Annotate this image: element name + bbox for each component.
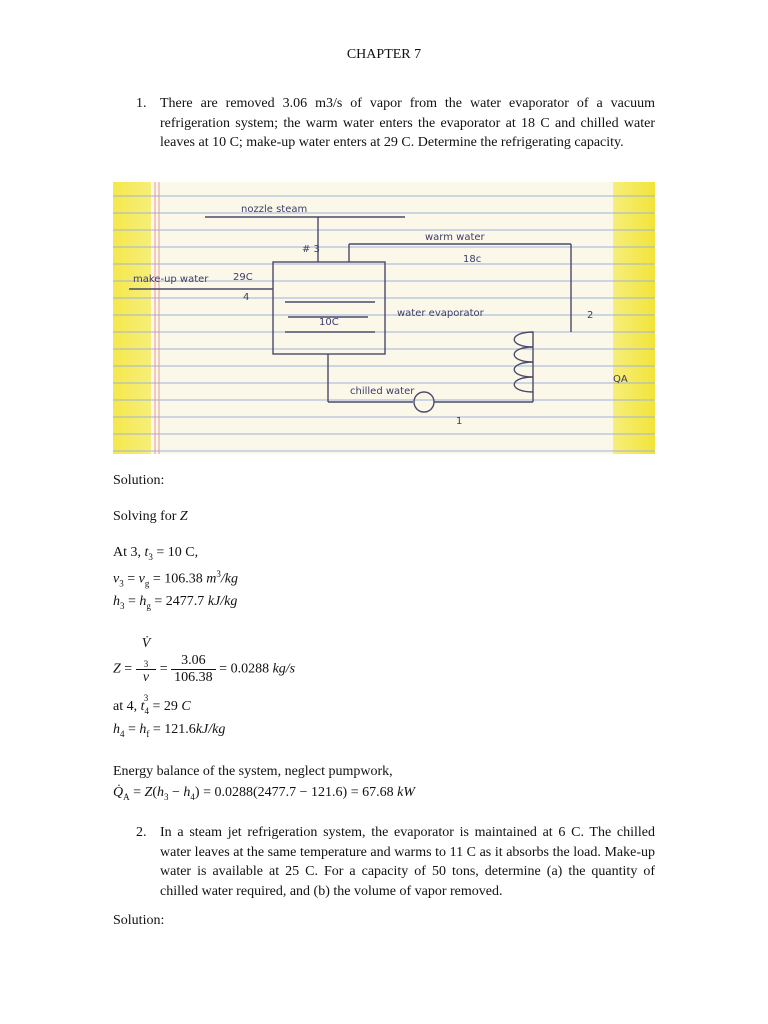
equation-qa: $Q̇_A = Z(h_3 - h_4) = 0.0288(2477.7 - 121.6) = 67.68$ kW xyxy=(113,785,415,802)
svg-text:18c: 18c xyxy=(463,254,482,265)
svg-text:nozzle steam: nozzle steam xyxy=(241,204,308,215)
evaporator-sketch xyxy=(113,182,655,454)
svg-text:water evaporator: water evaporator xyxy=(397,308,484,319)
problem-number: 1. xyxy=(136,96,147,111)
svg-text:# 3: # 3 xyxy=(302,244,320,255)
svg-text:2: 2 xyxy=(587,310,594,321)
chapter-title: CHAPTER 7 xyxy=(346,47,422,62)
equation-t4: at 4, $t_4 = 29$ C xyxy=(113,699,191,716)
equation-h3: $h_3 = h_g = 2477.7$ kJ/kg xyxy=(113,594,238,611)
svg-text:make-up water: make-up water xyxy=(133,274,209,285)
svg-text:chilled water: chilled water xyxy=(350,386,415,397)
equation-v3: $v_3 = v_g = 106.38$ $m^3/kg$ xyxy=(113,569,238,589)
energy-balance-text: Energy balance of the system, neglect pumpwork, xyxy=(113,764,393,779)
solution-label: Solution: xyxy=(113,473,165,488)
svg-text:29C: 29C xyxy=(233,272,253,283)
problem-number: 2. xyxy=(136,825,147,840)
problem-2 xyxy=(113,823,655,901)
svg-text:4: 4 xyxy=(243,292,250,303)
equation-t3: At 3, $t_3 = 10$ C, xyxy=(113,545,199,562)
problem-text: In a steam jet refrigeration system, the evaporator is maintained at 6 C. The chilled water leaves at the same temperature and warms to 11 C as it absorbs the load. Make-up water is available at 25 C. For a capacity of 50 tons, determine (a) the quantity of chilled water required, and (b) the volume of vapor removed. xyxy=(160,825,655,899)
problem-text: There are removed 3.06 m3/s of vapor from the water evaporator of a vacuum refrigeration system; the warm water enters the evaporator at 18 C and chilled water leaves at 10 C; make-up water enters at 29 C. Determine the refrigerating capacity. xyxy=(160,96,655,150)
equation-h4: $h_4 = h_f = 121.6kJ/kg$ xyxy=(113,722,226,739)
equation-z: Z = V̇ $_3$ v $_3$ = $\frac{3.06}{106.38}$ = 0.0288 kg/s xyxy=(113,636,296,703)
svg-text:10C: 10C xyxy=(319,317,339,328)
svg-text:1: 1 xyxy=(456,416,463,427)
solving-for-line: Solving for Z xyxy=(113,509,188,524)
solution-label-2: Solution: xyxy=(113,913,165,928)
svg-text:QA: QA xyxy=(613,374,628,385)
svg-text:warm water: warm water xyxy=(425,232,485,243)
problem-1 xyxy=(113,94,655,153)
